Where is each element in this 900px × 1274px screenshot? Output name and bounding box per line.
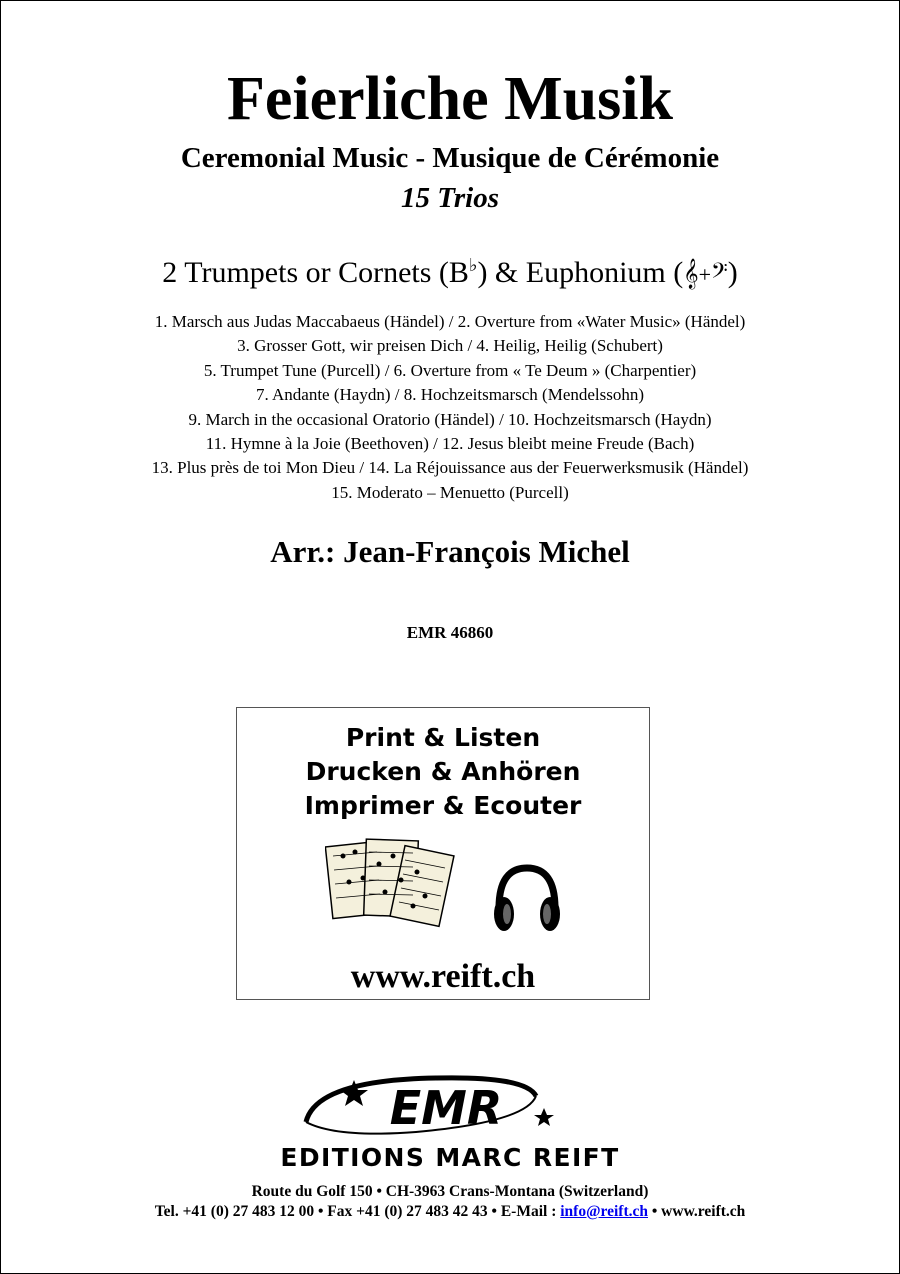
treble-clef-icon: 𝄞: [683, 259, 699, 289]
instrumentation: [0, 246, 900, 294]
sheet-music-icon: [325, 836, 455, 936]
print-listen-box: [236, 707, 650, 1000]
promo-line-3: Imprimer & Ecouter: [304, 791, 582, 820]
emr-logo: [296, 1072, 576, 1142]
piece-list: [0, 310, 900, 505]
instrumentation-text: 2 Trumpets or Cornets (B: [162, 256, 469, 289]
subtitle: Ceremonial Music - Musique de Cérémonie: [180, 142, 720, 174]
promo-line-1: Print & Listen: [345, 723, 541, 752]
list-item: 3. Grosser Gott, wir preisen Dich / 4. Heilig, Heilig (Schubert): [237, 336, 663, 356]
catalog-number: EMR 46860: [406, 623, 494, 642]
instrumentation-text-2: ) & Euphonium (: [477, 256, 684, 289]
website-link[interactable]: www.reift.ch: [350, 958, 536, 995]
publisher-address: Route du Golf 150 • CH-3963 Crans-Montana (Switzerland): [251, 1183, 649, 1200]
web-suffix: • www.reift.ch: [648, 1203, 746, 1220]
list-item: 7. Andante (Haydn) / 8. Hochzeitsmarsch (Mendelssohn): [255, 385, 645, 405]
arranger: Arr.: Jean-François Michel: [270, 534, 630, 569]
list-item: 15. Moderato – Menuetto (Purcell): [331, 482, 569, 502]
email-link[interactable]: info@reift.ch: [560, 1203, 648, 1220]
list-item: 5. Trumpet Tune (Purcell) / 6. Overture from « Te Deum » (Charpentier): [203, 360, 697, 380]
headphones-icon: [487, 858, 567, 938]
publisher-name: EDITIONS MARC REIFT: [280, 1143, 620, 1172]
publisher-contact: [0, 1201, 900, 1223]
list-item: 1. Marsch aus Judas Maccabaeus (Händel) / 2. Overture from «Water Music» (Händel): [154, 312, 746, 331]
trios-count: 15 Trios: [400, 182, 500, 214]
list-item: 13. Plus près de toi Mon Dieu / 14. La Réjouissance aus der Feuerwerksmusik (Händel): [151, 458, 749, 478]
promo-line-2: Drucken & Anhören: [305, 757, 581, 786]
bass-clef-icon: 𝄢: [711, 259, 728, 289]
list-item: 9. March in the occasional Oratorio (Händel) / 10. Hochzeitsmarsch (Haydn): [188, 409, 712, 429]
flat-sign: ♭: [468, 255, 478, 275]
plus-sign: +: [698, 262, 712, 287]
close-paren: ): [727, 256, 738, 289]
page-title: Feierliche Musik: [227, 65, 673, 133]
list-item: 11. Hymne à la Joie (Beethoven) / 12. Jesus bleibt meine Freude (Bach): [205, 433, 695, 453]
logo-text: EMR: [389, 1081, 503, 1135]
tel-fax: Tel. +41 (0) 27 483 12 00 • Fax +41 (0) 27 483 42 43 • E-Mail :: [154, 1203, 561, 1220]
